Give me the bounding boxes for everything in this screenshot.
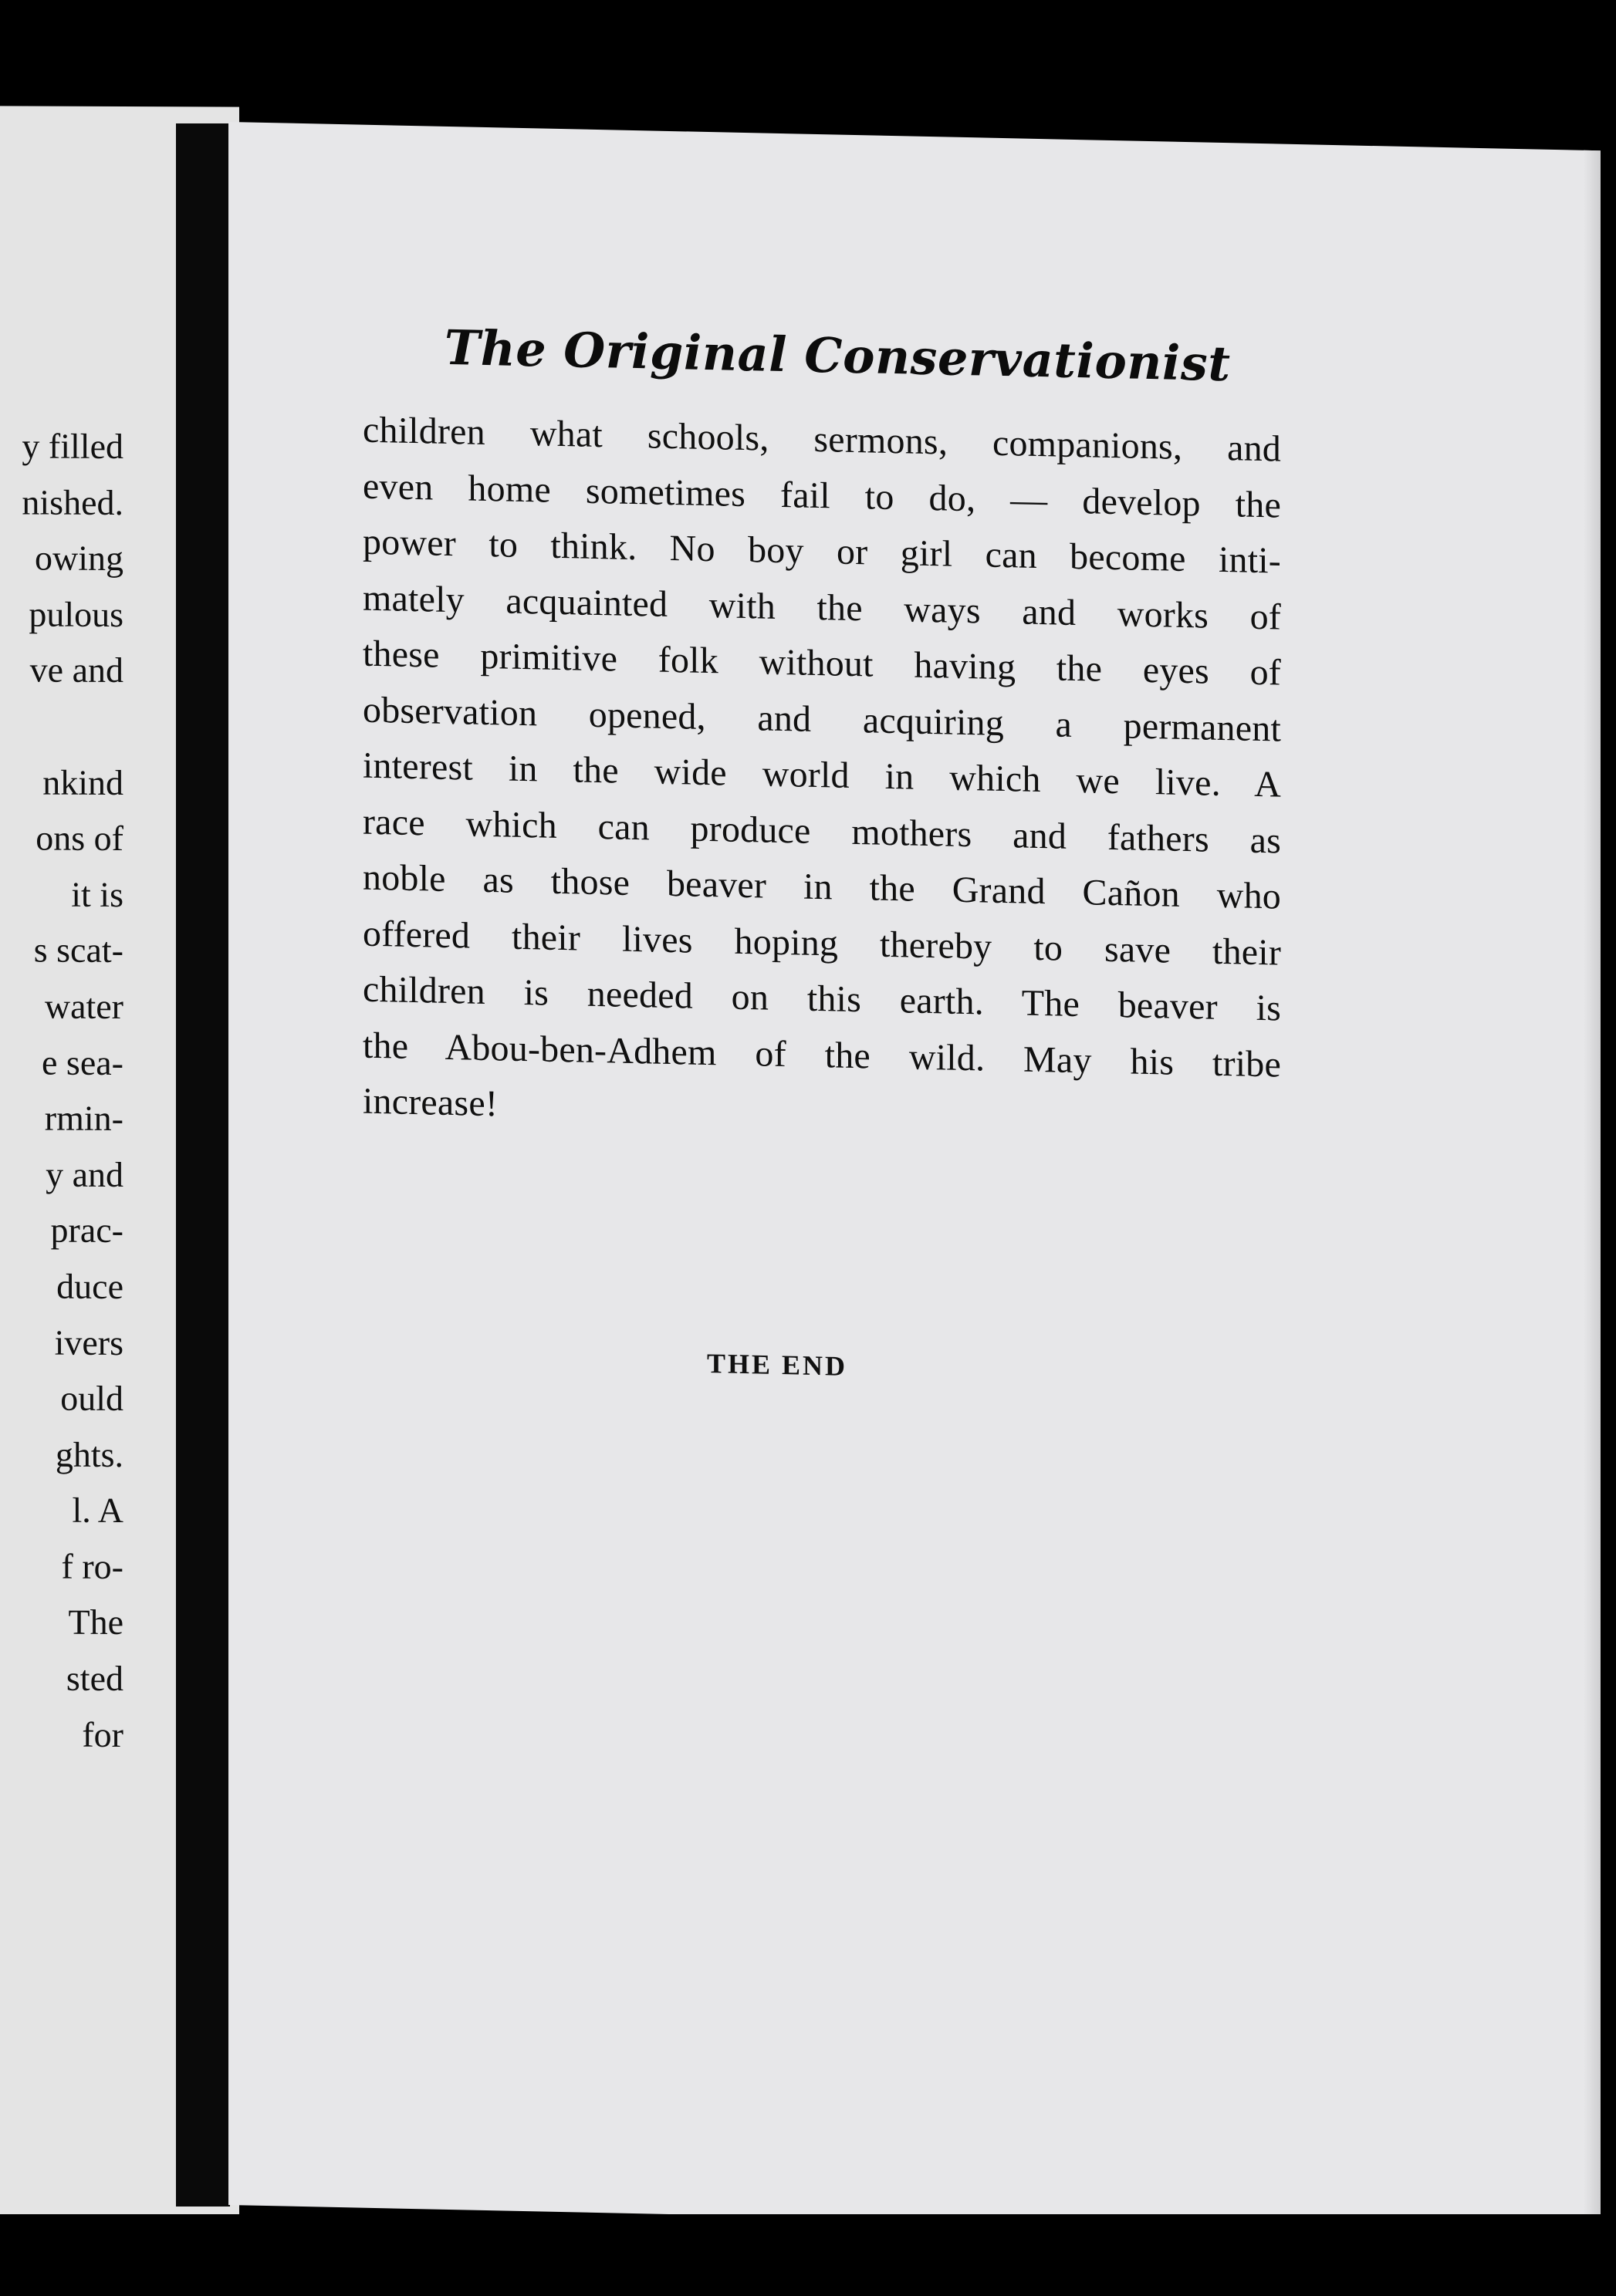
left-line: ould	[60, 1378, 123, 1419]
left-line: ons of	[35, 818, 123, 859]
book-spine	[176, 123, 230, 2207]
left-line: prac-	[50, 1210, 123, 1251]
left-line: nished.	[22, 482, 123, 522]
body-line: increase!	[363, 1080, 499, 1125]
body-line: children is needed on this earth. The beaver is	[363, 968, 1281, 1029]
the-end-label: THE END	[707, 1347, 848, 1382]
left-line: water	[44, 986, 123, 1026]
left-line: ivers	[54, 1322, 123, 1362]
body-line: noble as those beaver in the Grand Cañon who	[363, 856, 1281, 917]
left-line: l. A	[72, 1491, 123, 1531]
left-line: sted	[66, 1658, 123, 1699]
left-line: owing	[35, 538, 123, 579]
body-paragraph	[363, 403, 1281, 1149]
left-line: duce	[56, 1266, 123, 1306]
right-page	[228, 122, 1601, 2234]
body-line: offered their lives hoping thereby to save their	[363, 913, 1281, 974]
body-line: race which can produce mothers and fathers as	[363, 801, 1281, 862]
left-line: The	[68, 1602, 123, 1643]
left-line: nkind	[42, 762, 123, 802]
left-line: y filled	[22, 426, 123, 467]
running-head-title: The Original Conservationist	[445, 319, 1231, 393]
left-line: s scat-	[33, 930, 123, 971]
body-line: interest in the wide world in which we live. A	[363, 745, 1281, 805]
body-line: power to think. No boy or girl can become inti-	[363, 521, 1281, 582]
left-line	[0, 698, 123, 755]
body-line: observation opened, and acquiring a permanent	[363, 689, 1281, 750]
body-line: these primitive folk without having the eyes of	[363, 633, 1281, 694]
left-line: it is	[71, 874, 123, 914]
left-line: y and	[46, 1154, 123, 1194]
left-line: pulous	[29, 594, 123, 634]
left-line: ghts.	[55, 1434, 123, 1474]
left-line: ve and	[29, 650, 123, 690]
left-page-text	[0, 418, 123, 1763]
body-line: mately acquainted with the ways and works of	[363, 577, 1281, 638]
body-line: even home sometimes fail to do, — develop the	[363, 465, 1281, 526]
left-line: e sea-	[42, 1042, 123, 1082]
left-line: rmin-	[44, 1098, 123, 1139]
body-line: the Abou-ben-Adhem of the wild. May his tribe	[363, 1025, 1281, 1086]
body-line: children what schools, sermons, companions, and	[363, 409, 1281, 470]
scan-bottom-edge	[0, 2214, 1616, 2296]
left-line: for	[82, 1714, 123, 1754]
left-line: f ro-	[61, 1546, 123, 1586]
